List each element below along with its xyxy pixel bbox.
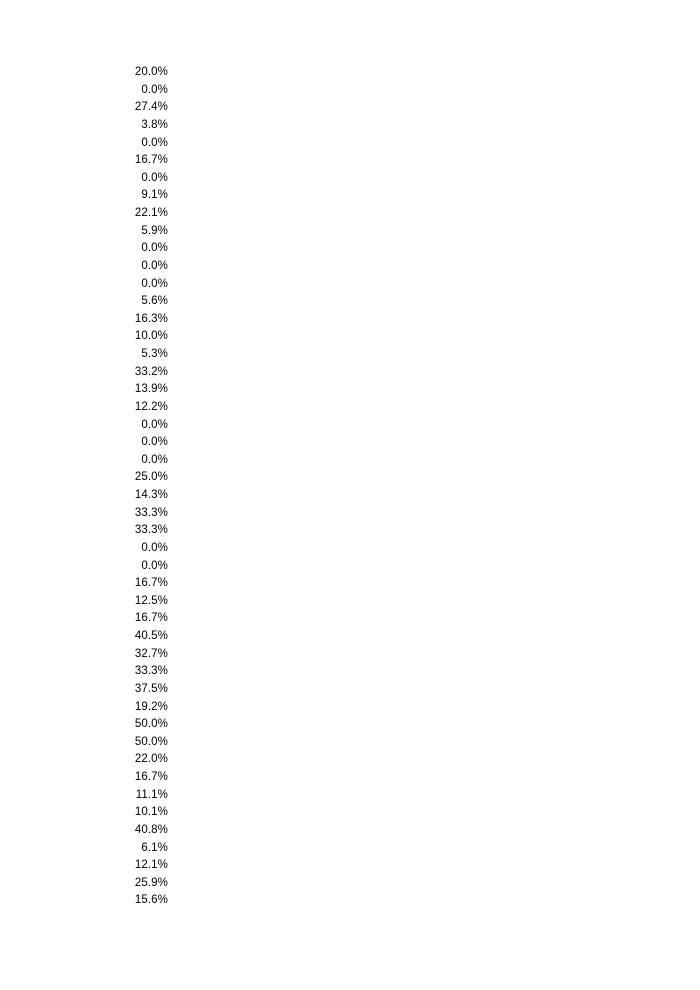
percentage-cell: 5.6%: [141, 295, 168, 308]
percentage-cell: 5.3%: [141, 348, 168, 360]
percentage-cell: 0.0%: [141, 171, 168, 184]
percentage-cell: 16.3%: [134, 312, 168, 325]
percentage-cell: 0.0%: [141, 277, 168, 290]
percentage-cell: 22.0%: [134, 753, 168, 766]
percentage-column: [100, 64, 168, 910]
percentage-cell: 0.0%: [141, 136, 168, 149]
percentage-cell: 0.0%: [141, 418, 168, 431]
percentage-cell: 25.0%: [134, 471, 168, 484]
percentage-cell: 12.5%: [134, 594, 168, 607]
percentage-cell: 11.1%: [135, 788, 168, 801]
percentage-cell: 50.0%: [134, 735, 168, 748]
percentage-cell: 0.0%: [141, 541, 168, 554]
percentage-cell: 10.0%: [134, 330, 168, 343]
percentage-cell: 22.1%: [134, 207, 168, 219]
percentage-cell: 16.7%: [134, 612, 168, 625]
percentage-cell: 20.0%: [134, 66, 168, 78]
percentage-cell: 50.0%: [134, 718, 168, 731]
percentage-cell: 0.0%: [141, 83, 168, 96]
percentage-cell: 27.4%: [134, 101, 168, 114]
percentage-cell: 5.9%: [141, 224, 168, 237]
percentage-cell: 16.7%: [134, 154, 168, 167]
percentage-cell: 19.2%: [134, 700, 168, 713]
percentage-cell: 33.3%: [134, 506, 168, 519]
percentage-cell: 40.8%: [134, 823, 168, 836]
percentage-cell: 0.0%: [141, 436, 168, 449]
percentage-cell: 32.7%: [134, 647, 168, 660]
percentage-cell: 12.1%: [134, 859, 168, 872]
percentage-cell: 33.2%: [134, 365, 168, 378]
percentage-cell: 33.3%: [134, 665, 168, 678]
percentage-cell: 14.3%: [134, 489, 168, 501]
percentage-cell: 0.0%: [141, 259, 168, 272]
percentage-cell: 0.0%: [141, 453, 168, 466]
percentage-cell: 0.0%: [141, 242, 168, 255]
percentage-cell: 16.7%: [134, 577, 168, 590]
percentage-cell: 13.9%: [134, 383, 168, 396]
percentage-cell: 10.1%: [134, 806, 168, 819]
percentage-cell: 25.9%: [134, 876, 168, 889]
percentage-cell: 0.0%: [141, 559, 168, 572]
percentage-cell: 3.8%: [141, 118, 168, 131]
percentage-cell: 40.5%: [134, 630, 168, 642]
percentage-cell: 33.3%: [134, 524, 168, 537]
percentage-cell: 16.7%: [134, 771, 168, 783]
percentage-cell: 15.6%: [134, 894, 168, 907]
percentage-cell: 37.5%: [134, 682, 168, 695]
percentage-cell: 6.1%: [141, 841, 168, 854]
percentage-cell: 12.2%: [134, 400, 168, 413]
percentage-cell: 9.1%: [141, 189, 168, 202]
